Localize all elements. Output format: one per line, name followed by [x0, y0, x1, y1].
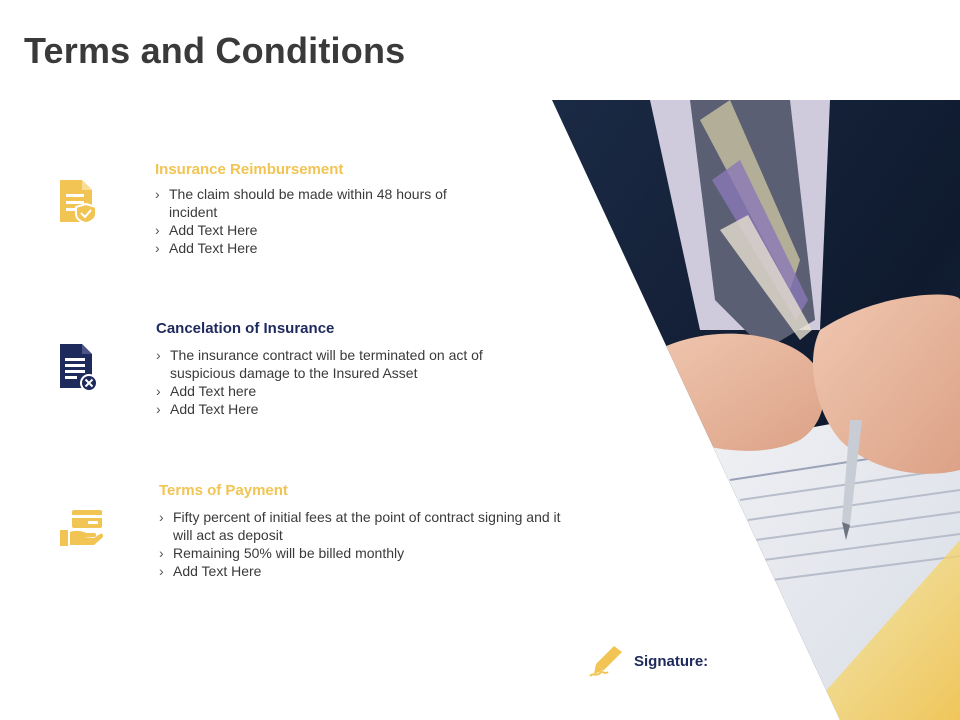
- list-item: › Add Text here: [156, 383, 257, 399]
- list-item: › Fifty percent of initial fees at the point of contract signing and it will act as deposit: [159, 509, 561, 543]
- chevron-right-icon: ›: [155, 222, 160, 238]
- chevron-right-icon: ›: [159, 509, 164, 525]
- section-heading: Insurance Reimbursement: [155, 161, 344, 178]
- section-heading: Cancelation of Insurance: [156, 320, 335, 337]
- signature-label: Signature:: [634, 653, 709, 670]
- list-item: › Add Text Here: [155, 240, 258, 256]
- list-item: › Add Text Here: [156, 401, 259, 417]
- list-item: › Remaining 50% will be billed monthly: [159, 545, 405, 561]
- document-shield-icon: [58, 178, 98, 224]
- section-terms-of-payment: [159, 482, 569, 580]
- section-cancelation-of-insurance: [156, 320, 516, 418]
- list-item: › Add Text Here: [155, 222, 258, 238]
- pen-signature-icon: [588, 644, 628, 678]
- chevron-right-icon: ›: [155, 186, 160, 202]
- section-heading: Terms of Payment: [159, 482, 288, 499]
- chevron-right-icon: ›: [155, 240, 160, 256]
- chevron-right-icon: ›: [156, 347, 161, 363]
- chevron-right-icon: ›: [159, 545, 164, 561]
- section-insurance-reimbursement: [155, 161, 485, 257]
- page-title: Terms and Conditions: [24, 30, 406, 71]
- chevron-right-icon: ›: [156, 383, 161, 399]
- chevron-right-icon: ›: [156, 401, 161, 417]
- list-item: › Add Text Here: [159, 563, 262, 579]
- document-cancel-icon: [58, 342, 98, 392]
- hand-payment-icon: [58, 508, 104, 548]
- list-item: › The insurance contract will be terminated on act of suspicious damage to the Insured Asset: [156, 347, 483, 381]
- chevron-right-icon: ›: [159, 563, 164, 579]
- list-item: › The claim should be made within 48 hours of incident: [155, 186, 447, 220]
